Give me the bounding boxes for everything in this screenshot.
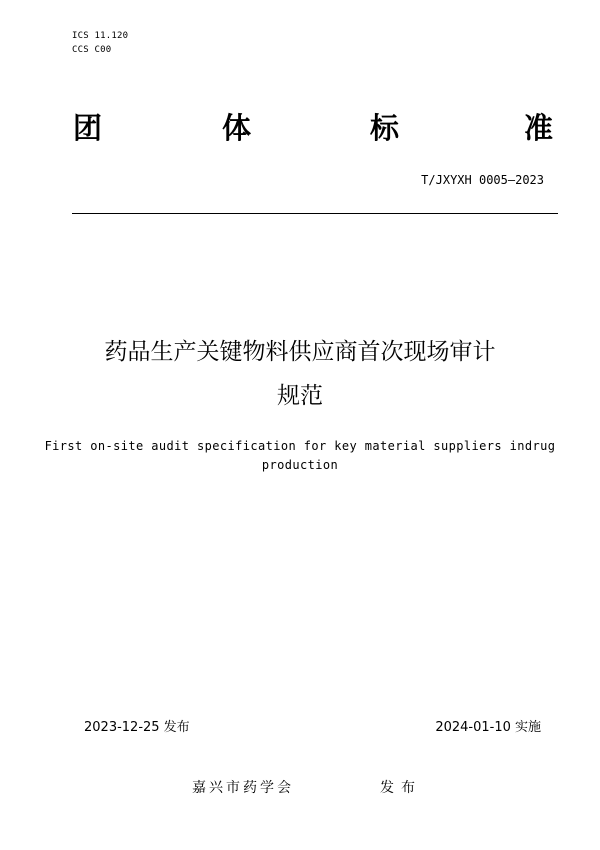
document-title-en-line-1: First on-site audit specification for key material suppliers indrug — [44, 439, 556, 453]
ics-code: ICS 11.120 — [72, 31, 129, 41]
ccs-code: CCS C00 — [72, 45, 112, 55]
document-title-en — [40, 437, 560, 475]
standard-number: T/JXYXH 0005—2023 — [421, 173, 544, 187]
document-title-cn-line-2: 规范 — [277, 383, 323, 409]
implement-date: 2024-01-10 实施 — [435, 720, 541, 735]
issuer-action: 发布 — [380, 780, 422, 796]
document-title-en-line-2: production — [261, 458, 339, 472]
publish-date: 2023-12-25 发布 — [84, 720, 190, 735]
document-type-char-2: 体 — [222, 111, 252, 145]
document-type-char-1: 团 — [73, 111, 103, 145]
issuer-organization: 嘉兴市药学会 — [192, 780, 294, 796]
header-divider — [72, 213, 558, 214]
document-type-char-4: 准 — [524, 111, 554, 145]
document-title-cn — [60, 330, 540, 418]
document-title-cn-line-1: 药品生产关键物料供应商首次现场审计 — [104, 339, 496, 365]
document-type-char-3: 标 — [370, 111, 400, 145]
